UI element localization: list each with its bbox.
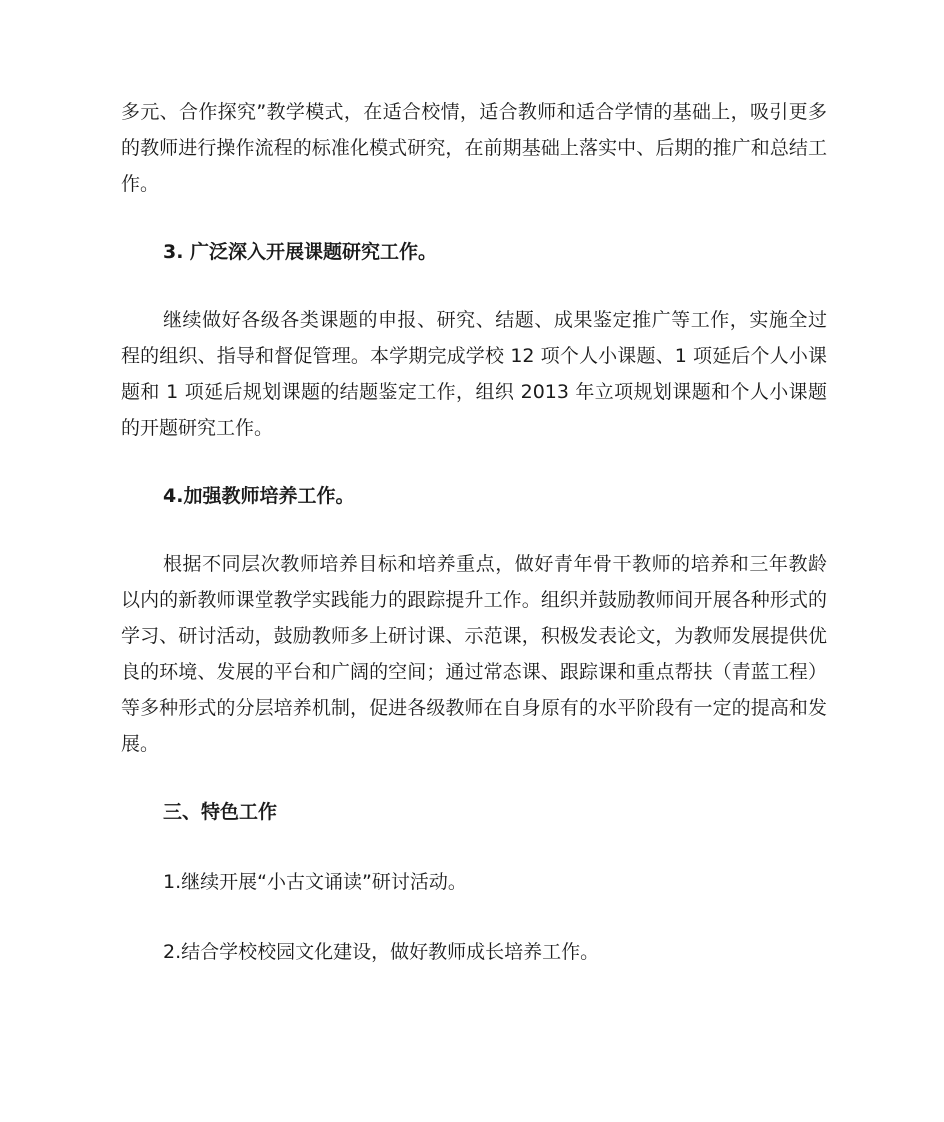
heading-research-projects: 3. 广泛深入开展课题研究工作。	[163, 241, 438, 263]
heading-teacher-training: 4.加强教师培养工作。	[163, 485, 355, 507]
paragraph-teacher-training: 根据不同层次教师培养目标和培养重点，做好青年骨干教师的培养和三年教龄以内的新教师课堂教学实践能力的跟踪提升工作。组织并鼓励教师间开展各种形式的学习、研讨活动，鼓励教师多上研讨课、示范课，积极发表论文，为教师发展提供优良的环境、发展的平台和广阔的空间；通过常态课、跟踪课和重点帮扶（青蓝工程）等多种形式的分层培养机制，促进各级教师在自身原有的水平阶段有一定的提高和发展。	[121, 553, 827, 755]
heading-special-work: 三、特色工作	[163, 801, 278, 823]
document-body	[121, 94, 827, 970]
list-item-campus-culture: 2.结合学校校园文化建设，做好教师成长培养工作。	[163, 941, 600, 963]
list-item-ancient-text-reading: 1.继续开展“小古文诵读”研讨活动。	[163, 871, 467, 893]
paragraph-research-projects: 继续做好各级各类课题的申报、研究、结题、成果鉴定推广等工作，实施全过程的组织、指导和督促管理。本学期完成学校 12 项个人小课题、1 项延后个人小课题和 1 项延后规划课题的结题鉴定工作，组织 2013 年立项规划课题和个人小课题的开题研究工作。	[121, 309, 827, 439]
paragraph-teaching-model: 多元、合作探究”教学模式，在适合校情，适合教师和适合学情的基础上，吸引更多的教师进行操作流程的标准化模式研究，在前期基础上落实中、后期的推广和总结工作。	[121, 101, 827, 195]
